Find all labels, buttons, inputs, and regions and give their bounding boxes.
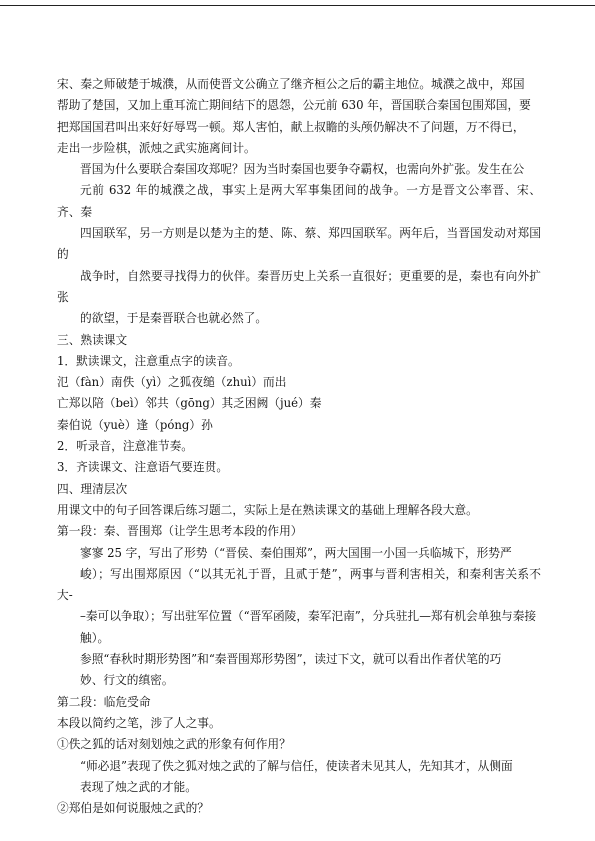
paragraph xyxy=(57,521,541,542)
text-line: 三、熟读课文 xyxy=(57,332,128,347)
text-line: 元前 632 年的城濮之战，事实上是两大军事集团间的战争。一方是晋文公率晋、宋、齐、秦 xyxy=(57,183,541,219)
paragraph xyxy=(57,649,541,692)
paragraph xyxy=(57,159,541,329)
text-line: 四、理清层次 xyxy=(57,481,128,496)
text-line: 晋国为什么要联合秦国攻郑呢？因为当时秦国也要争夺霸权，也需向外扩张。发生在公 xyxy=(80,162,525,177)
text-line: 第一段：秦、晋围郑（让学生思考本段的作用） xyxy=(57,524,303,539)
paragraph xyxy=(57,713,541,734)
text-line: 本段以简约之笔，涉了人之事。 xyxy=(57,715,221,730)
paragraph xyxy=(57,692,541,713)
header-rule xyxy=(0,5,595,6)
paragraph xyxy=(57,756,541,799)
text-line: ①佚之狐的话对刻划烛之武的形象有何作用？ xyxy=(57,737,291,752)
text-line: 妙、行文的缜密。 xyxy=(80,673,174,688)
paragraph xyxy=(57,415,541,436)
text-line: 用课文中的句子回答课后练习题二，实际上是在熟读课文的基础上理解各段大意。 xyxy=(57,502,478,517)
paragraph xyxy=(57,393,541,414)
paragraph xyxy=(57,798,541,819)
paragraph xyxy=(57,479,541,500)
paragraph xyxy=(57,543,541,649)
text-line: 把郑国国君叫出来好好辱骂一顿。郑人害怕，献上叔瞻的头颅仍解决不了问题，万不得已， xyxy=(57,119,525,134)
text-line: 3．齐读课文、注意语气要连贯。 xyxy=(57,460,229,475)
text-line: ②郑伯是如何说服烛之武的？ xyxy=(57,801,209,816)
text-line: 的欲望，于是秦晋联合也就必然了。 xyxy=(80,311,268,326)
text-line: 秦伯说（yuè）逢（póng）孙 xyxy=(57,417,213,432)
text-line: 第二段：临危受命 xyxy=(57,694,151,709)
text-line: 宋、秦之师破楚于城濮，从而使晋文公确立了继齐桓公之后的霸主地位。城濮之战中，郑国 xyxy=(57,77,525,91)
paragraph xyxy=(57,74,541,159)
paragraph xyxy=(57,351,541,372)
text-line: 亡郑以陪（beì）邻共（gōng）其乏困阙（jué）秦 xyxy=(57,396,322,411)
text-line: 帮助了楚国，又加上重耳流亡期间结下的恩怨，公元前 630 年，晋国联合秦国包围郑国，要 xyxy=(57,98,531,113)
paragraph xyxy=(57,372,541,393)
text-line: 表现了烛之武的才能。 xyxy=(80,779,197,794)
text-line: 走出一步险棋，派烛之武实施离间计。 xyxy=(57,140,256,155)
text-line: 2．听录音，注意准节奏。 xyxy=(57,439,193,454)
document-body xyxy=(57,74,541,819)
text-line: 1．默读课文，注意重点字的读音。 xyxy=(57,353,240,368)
text-line: “师必退”表现了佚之狐对烛之武的了解与信任，使读者未见其人，先知其才，从侧面 xyxy=(80,758,513,773)
paragraph xyxy=(57,734,541,755)
text-line: 参照“春秋时期形势图”和“秦晋围郑形势图”，读过下文，就可以看出作者伏笔的巧 xyxy=(80,652,502,667)
paragraph xyxy=(57,436,541,457)
text-line: 峻）；写出围郑原因（“以其无礼于晋，且贰于楚”，两事与晋利害相关，和秦利害关系不大- xyxy=(57,566,541,603)
text-line: 氾（fàn）南佚（yì）之狐夜缒（zhuì）而出 xyxy=(57,375,287,390)
paragraph xyxy=(57,330,541,351)
text-line: 四国联军，另一方则是以楚为主的楚、陈、蔡、郑四国联军。两年后，当晋国发动对郑国的 xyxy=(57,226,541,262)
paragraph xyxy=(57,500,541,521)
text-line: 寥寥 25 字，写出了形势（“晋侯、秦伯围郑”，两大国围一小国一兵临城下，形势严 xyxy=(80,545,512,560)
paragraph xyxy=(57,457,541,478)
text-line: 触）。 xyxy=(80,630,110,645)
text-line: 战争时，自然要寻找得力的伙伴。秦晋历史上关系一直很好；更重要的是，秦也有向外扩张 xyxy=(57,268,541,304)
text-line: –秦可以争取）；写出驻军位置（“晋军函陵，秦军汜南”，分兵驻扎—郑有机会单独与秦接 xyxy=(80,609,537,624)
